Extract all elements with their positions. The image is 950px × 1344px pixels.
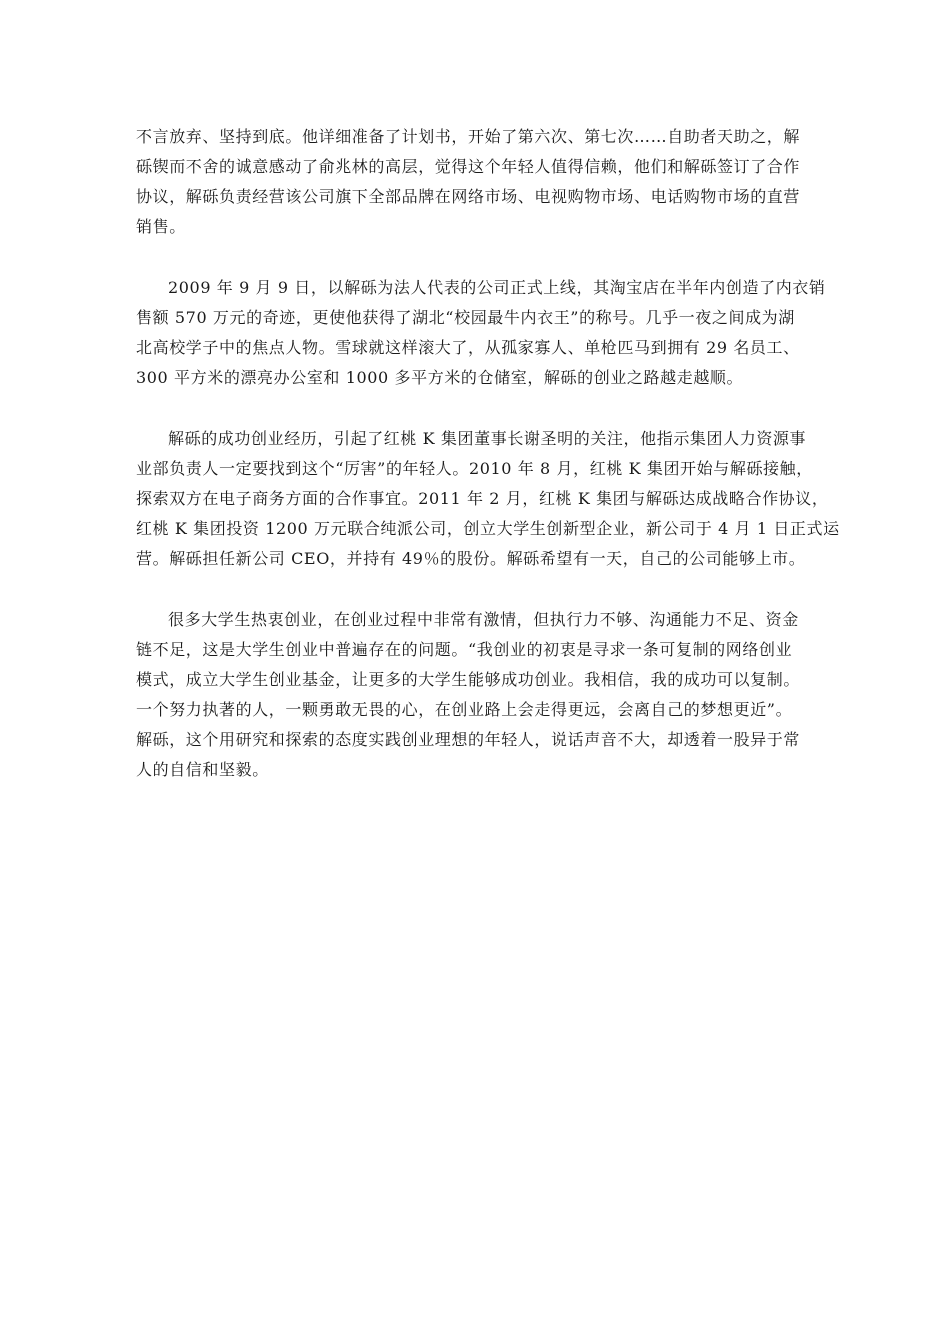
paragraph-line: 北高校学子中的焦点人物。雪球就这样滚大了，从孤家寡人、单枪匹马到拥有 29 名员工、 — [136, 338, 800, 357]
paragraph-line: 红桃 K 集团投资 1200 万元联合纯派公司，创立大学生创新型企业，新公司于 4 月 1 日正式运 — [136, 519, 840, 538]
paragraph-line: 2009 年 9 月 9 日，以解砾为法人代表的公司正式上线，其淘宝店在半年内创造了内衣销 — [168, 278, 826, 297]
paragraph-line: 300 平方米的漂亮办公室和 1000 多平方米的仓储室，解砾的创业之路越走越顺。 — [136, 368, 744, 387]
paragraph-line: 解砾，这个用研究和探索的态度实践创业理想的年轻人，说话声音不大，却透着一股异于常 — [136, 730, 801, 749]
paragraph-line: 一个努力执著的人，一颗勇敢无畏的心，在创业路上会走得更远，会离自己的梦想更近”。 — [136, 700, 793, 719]
paragraph-line: 人的自信和坚毅。 — [136, 760, 269, 779]
paragraph-line: 业部负责人一定要找到这个“厉害”的年轻人。2010 年 8 月，红桃 K 集团开始与解砾接触， — [136, 459, 813, 478]
paragraph-line: 解砾的成功创业经历，引起了红桃 K 集团董事长谢圣明的关注，他指示集团人力资源事 — [168, 429, 807, 448]
paragraph-2 — [136, 273, 826, 393]
paragraph-line: 探索双方在电子商务方面的合作事宜。2011 年 2 月，红桃 K 集团与解砾达成战略合作协议， — [136, 489, 829, 508]
paragraph-1 — [136, 122, 816, 242]
paragraph-line: 不言放弃、坚持到底。他详细准备了计划书，开始了第六次、第七次……自助者天助之，解 — [136, 127, 801, 146]
paragraph-line: 砾锲而不舍的诚意感动了俞兆林的高层，觉得这个年轻人值得信赖，他们和解砾签订了合作 — [136, 157, 801, 176]
paragraph-line: 链不足，这是大学生创业中普遍存在的问题。“我创业的初衷是寻求一条可复制的网络创业 — [136, 640, 793, 659]
paragraph-line: 销售。 — [136, 217, 186, 236]
paragraph-line: 售额 570 万元的奇迹，更使他获得了湖北“校园最牛内衣王”的称号。几乎一夜之间成为湖 — [136, 308, 795, 327]
paragraph-line: 很多大学生热衷创业，在创业过程中非常有激情，但执行力不够、沟通能力不足、资金 — [168, 610, 799, 629]
paragraph-3 — [136, 424, 840, 574]
paragraph-line: 营。解砾担任新公司 CEO，并持有 49％的股份。解砾希望有一天，自己的公司能够上市。 — [136, 549, 806, 568]
paragraph-line: 协议，解砾负责经营该公司旗下全部品牌在网络市场、电视购物市场、电话购物市场的直营 — [136, 187, 801, 206]
document-body — [136, 122, 840, 816]
paragraph-4 — [136, 605, 816, 785]
paragraph-line: 模式，成立大学生创业基金，让更多的大学生能够成功创业。我相信，我的成功可以复制。 — [136, 670, 801, 689]
